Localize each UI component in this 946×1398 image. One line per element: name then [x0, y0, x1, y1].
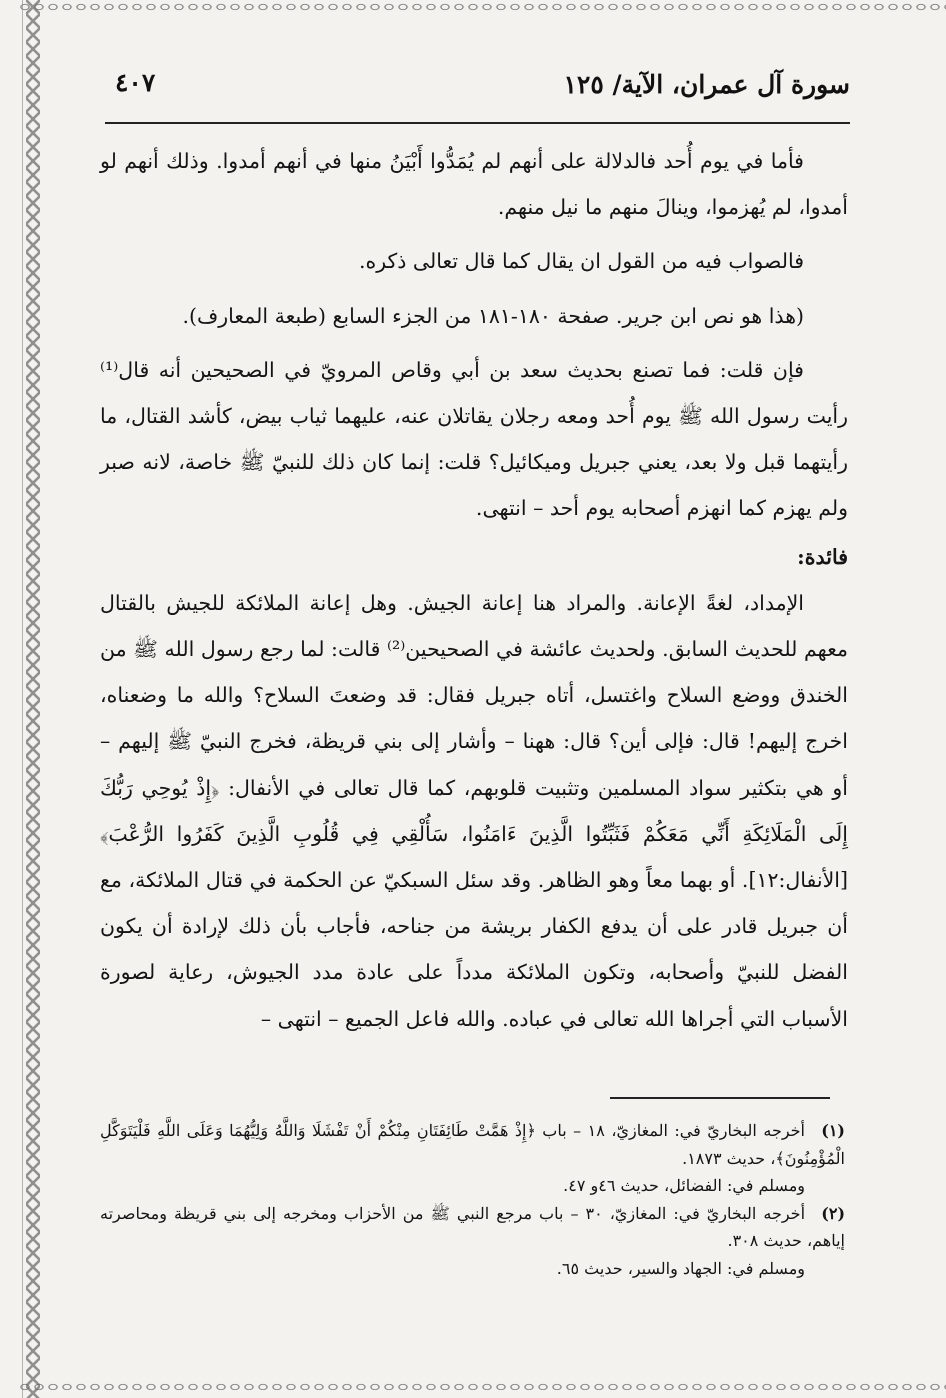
- footnotes: [100, 1117, 845, 1283]
- decorative-border-left: [26, 0, 40, 1398]
- paragraph-5: الإمداد، لغةً الإعانة. والمراد هنا إعانة الجيش. وهل إعانة الملائكة للجيش بالقتال معهم للحديث السابق. ولحديث عائشة في الصحيحين⁽²⁾ قالت: لما رجع رسول الله ﷺ من الخندق ووضع السلاح واغتسل، أتاه جبريل فقال: قد وضعتَ السلاح؟ والله ما وضعناه، اخرج إليهم! قال: فإلى أين؟ قال: ههنا – وأشار إلى بني قريظة، فخرج النبيّ ﷺ إليهم – أو هي بتكثير سواد المسلمين وتثبيت قلوبهم، كما قال تعالى في الأنفال: ﴿إِذْ يُوحِي رَبُّكَ إِلَى الْمَلَائِكَةِ أَنِّي مَعَكُمْ فَثَبِّتُوا الَّذِينَ ءَامَنُوا، سَأُلْقِي فِي قُلُوبِ الَّذِينَ كَفَرُوا الرُّعْبَ﴾ [الأنفال:١٢]. أو بهما معاً وهو الظاهر. وقد سئل السبكيّ عن الحكمة في قتال الملائكة، مع أن جبريل قادر على أن يدفع الكفار بريشة من جناحه، فأجاب بأن ذلك لإرادة أن يكون الفضل للنبيّ وأصحابه، وتكون الملائكة مدداً على عادة مدد الجيوش، رعاية لصورة الأسباب التي أجراها الله تعالى في عباده. والله فاعل الجميع – انتهى –: [100, 590, 849, 1031]
- running-title: سورة آل عمران، الآية/ ١٢٥: [563, 70, 850, 99]
- page-header: [105, 66, 850, 124]
- paragraph-1: فأما في يوم أُحد فالدلالة على أنهم لم يُمَدُّوا أَبْيَنُ منها في أنهم أمدوا. وذلك أنهم لو أمدوا، لم يُهزموا، وينالَ منهم ما نيل منهم.: [100, 149, 848, 220]
- main-text: [100, 138, 848, 1042]
- footnote-2-continuation: ومسلم في: الجهاد والسير، حديث ٦٥.: [556, 1258, 805, 1278]
- decorative-border-top: [18, 0, 946, 14]
- paragraph-2: فالصواب فيه من القول ان يقال كما قال تعالى ذكره.: [358, 249, 804, 274]
- footnote-2: [100, 1200, 845, 1255]
- footnote-2-text: أخرجه البخاريّ في: المغازيّ، ٣٠ – باب مرجع النبي ﷺ من الأحزاب ومخرجه إلى بني قريظة ومحاصرته إياهم، حديث ٣٠٨.: [100, 1203, 845, 1251]
- decorative-border-line: [22, 0, 23, 1398]
- footnote-2-number: (٢): [821, 1203, 846, 1223]
- footnote-1: [100, 1117, 845, 1172]
- page-number: ٤٠٧: [115, 68, 156, 97]
- footnote-1-number: (١): [821, 1121, 845, 1140]
- paragraph-4: فإن قلت: فما تصنع بحديث سعد بن أبي وقاص المرويّ في الصحيحين أنه قال⁽¹⁾ رأيت رسول الله ﷺ يوم أُحد ومعه رجلان يقاتلان عنه، عليهما ثياب بيض، كأشد القتال، ما رأيتهما قبل ولا بعد، يعني جبريل وميكائيل؟ قلت: إنما كان ذلك للنبيّ ﷺ خاصة، لانه صبر ولم يهزم كما انهزم أصحابه يوم أحد – انتهى.: [100, 357, 848, 521]
- footnote-separator: [610, 1097, 830, 1099]
- section-heading: فائدة:: [797, 544, 848, 569]
- footnote-1-continuation: ومسلم في: الفضائل، حديث ٤٦و ٤٧.: [563, 1176, 805, 1196]
- footnote-1-text: أخرجه البخاريّ في: المغازيّ، ١٨ – باب ﴿إِذْ هَمَّتْ طَائِفَتَانِ مِنْكُمْ أَنْ تَفْشَلَا وَاللَّهُ وَلِيُّهُمَا وَعَلَى اللَّهِ فَلْيَتَوَكَّلِ الْمُؤْمِنُونَ﴾، حديث ١٨٧٣.: [100, 1121, 845, 1168]
- decorative-border-bottom: [18, 1380, 946, 1394]
- paragraph-3: (هذا هو نص ابن جرير. صفحة ١٨٠-١٨١ من الجزء السابع (طبعة المعارف).: [182, 303, 804, 328]
